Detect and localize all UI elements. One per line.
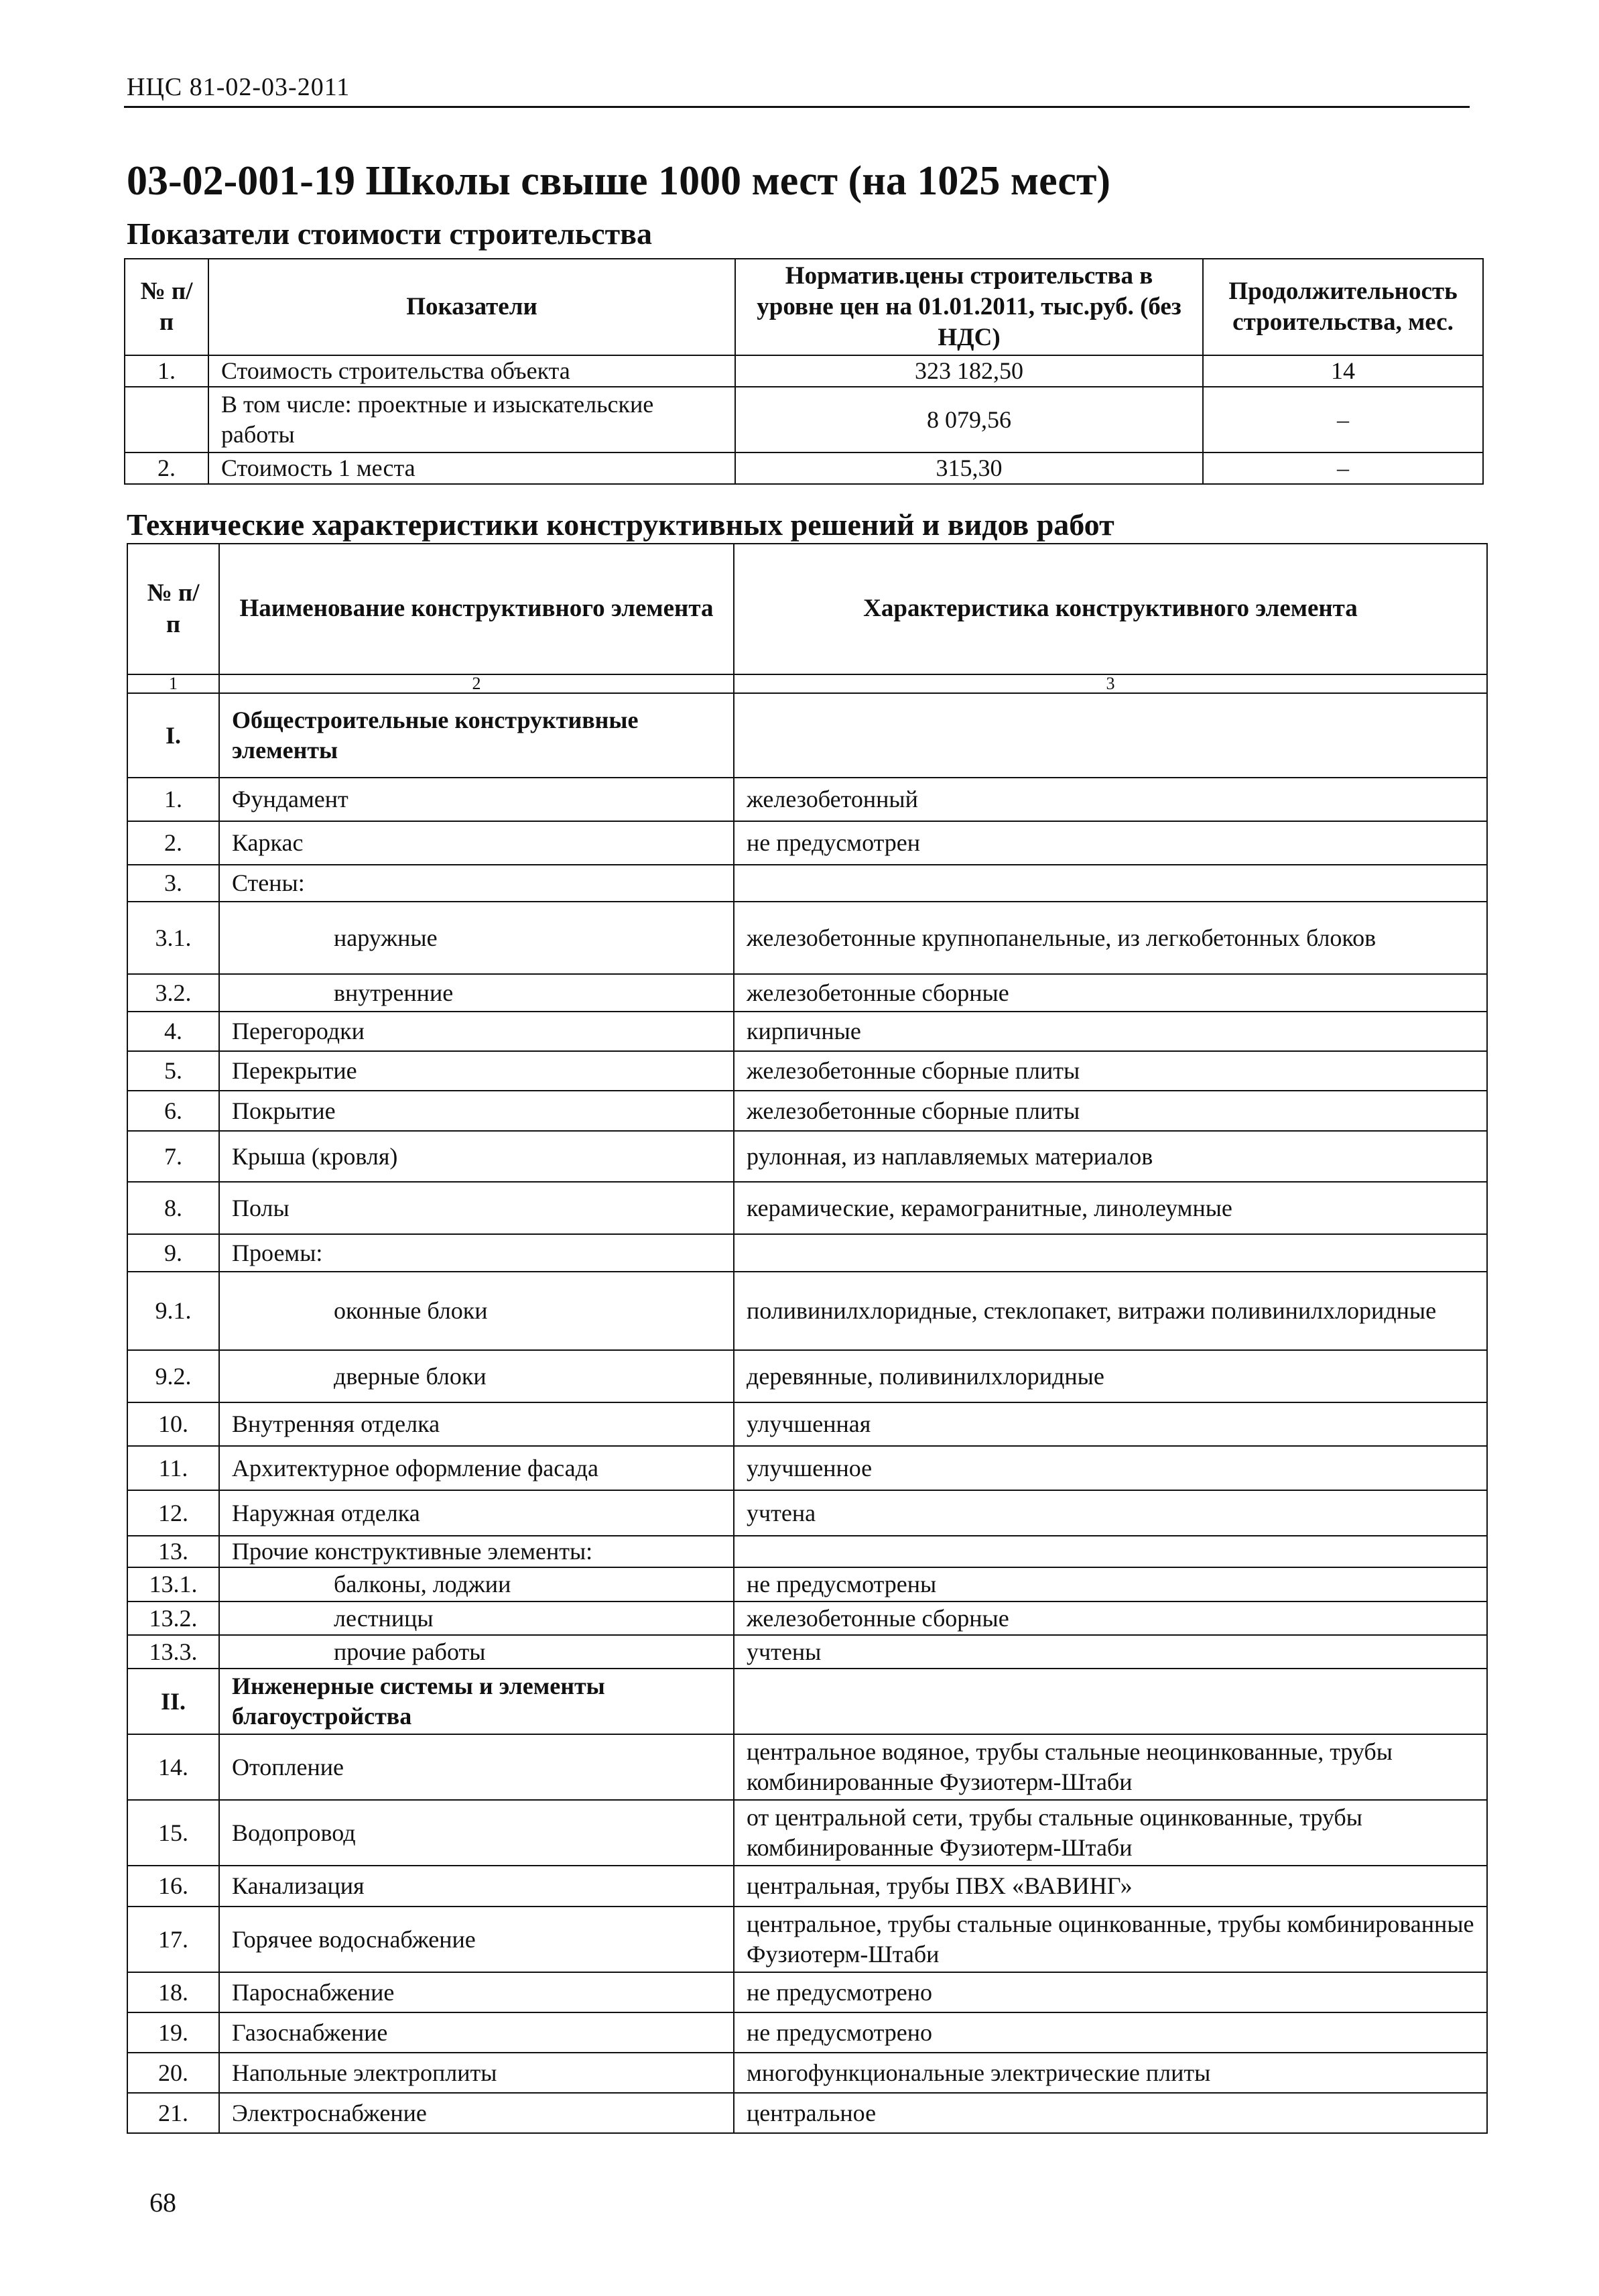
row-num: 7. [127, 1131, 219, 1182]
tech-row [127, 2053, 1487, 2093]
column-number: 2 [219, 674, 734, 693]
row-num: 13. [127, 1536, 219, 1567]
row-value: железобетонные сборные [734, 974, 1487, 1012]
row-num: 11. [127, 1446, 219, 1490]
header-name: Наименование конструктивного элемента [219, 544, 734, 674]
cost-row-num [125, 387, 208, 452]
row-name: дверные блоки [219, 1350, 734, 1402]
row-value [734, 1536, 1487, 1567]
cost-row-price: 323 182,50 [735, 355, 1203, 387]
tech-table-header [127, 544, 1487, 674]
row-name: Прочие конструктивные элементы: [219, 1536, 734, 1567]
header-indicator: Показатели [208, 259, 735, 355]
tech-row [127, 1402, 1487, 1446]
row-value: центральное, трубы стальные оцинкованные, трубы комбинированные Фузиотерм-Штаби [734, 1907, 1487, 1972]
row-name: Горячее водоснабжение [219, 1907, 734, 1972]
row-num: 2. [127, 821, 219, 865]
row-value: центральное [734, 2093, 1487, 2133]
row-num: 10. [127, 1402, 219, 1446]
header-num: № п/п [127, 544, 219, 674]
row-name: балконы, лоджии [219, 1567, 734, 1602]
header-characteristic: Характеристика конструктивного элемента [734, 544, 1487, 674]
tech-row [127, 1972, 1487, 2012]
tech-row [127, 1131, 1487, 1182]
row-name: оконные блоки [219, 1272, 734, 1350]
cost-table [124, 258, 1484, 485]
cost-table-header [125, 259, 1483, 355]
row-name: Покрытие [219, 1091, 734, 1131]
tech-row [127, 1446, 1487, 1490]
row-name: Электроснабжение [219, 2093, 734, 2133]
row-num: 15. [127, 1800, 219, 1866]
tech-row [127, 1602, 1487, 1635]
cost-row-duration: – [1203, 452, 1483, 484]
row-value: не предусмотрен [734, 821, 1487, 865]
tech-row [127, 865, 1487, 902]
tech-table [127, 543, 1488, 2134]
row-name: Внутренняя отделка [219, 1402, 734, 1446]
row-name: Перекрытие [219, 1051, 734, 1091]
tech-row [127, 1051, 1487, 1091]
tech-row [127, 1091, 1487, 1131]
row-value: учтена [734, 1490, 1487, 1536]
tech-row [127, 1800, 1487, 1866]
tech-row [127, 778, 1487, 821]
cost-row-indicator: В том числе: проектные и изыскательские работы [208, 387, 735, 452]
row-name: Фундамент [219, 778, 734, 821]
row-num: 9.2. [127, 1350, 219, 1402]
cost-row-num: 2. [125, 452, 208, 484]
row-num: 6. [127, 1091, 219, 1131]
row-num: 20. [127, 2053, 219, 2093]
tech-row [127, 1234, 1487, 1272]
row-num: 18. [127, 1972, 219, 2012]
row-name: Наружная отделка [219, 1490, 734, 1536]
tech-section-heading: Технические характеристики конструктивных решений и видов работ [127, 507, 1114, 542]
tech-section-row [127, 1669, 1487, 1734]
row-value: от центральной сети, трубы стальные оцинкованные, трубы комбинированные Фузиотерм-Штаби [734, 1800, 1487, 1866]
row-value: поливинилхлоридные, стеклопакет, витражи поливинилхлоридные [734, 1272, 1487, 1350]
row-num: 14. [127, 1734, 219, 1800]
row-name: Канализация [219, 1866, 734, 1907]
row-value: многофункциональные электрические плиты [734, 2053, 1487, 2093]
cost-row-duration: 14 [1203, 355, 1483, 387]
tech-row [127, 1866, 1487, 1907]
row-num: 13.3. [127, 1635, 219, 1669]
row-name: внутренние [219, 974, 734, 1012]
row-name: лестницы [219, 1602, 734, 1635]
row-num: 19. [127, 2012, 219, 2053]
row-num: 17. [127, 1907, 219, 1972]
row-value: железобетонные крупнопанельные, из легкобетонных блоков [734, 902, 1487, 974]
row-value: железобетонные сборные [734, 1602, 1487, 1635]
row-num: II. [127, 1669, 219, 1734]
row-num: 3. [127, 865, 219, 902]
row-value: железобетонные сборные плиты [734, 1051, 1487, 1091]
row-num: 5. [127, 1051, 219, 1091]
document-code: НЦС 81-02-03-2011 [127, 73, 350, 101]
column-number: 3 [734, 674, 1487, 693]
row-name: Проемы: [219, 1234, 734, 1272]
cost-row [125, 452, 1483, 484]
row-name: Газоснабжение [219, 2012, 734, 2053]
row-num: 13.2. [127, 1602, 219, 1635]
row-name: Перегородки [219, 1012, 734, 1051]
tech-row [127, 1734, 1487, 1800]
header-num: № п/п [125, 259, 208, 355]
tech-row [127, 974, 1487, 1012]
cost-row-indicator: Стоимость строительства объекта [208, 355, 735, 387]
row-value: керамические, керамогранитные, линолеумные [734, 1182, 1487, 1234]
row-num: 9. [127, 1234, 219, 1272]
tech-row [127, 821, 1487, 865]
header-rule [124, 106, 1470, 108]
row-value [734, 1234, 1487, 1272]
row-value: улучшенная [734, 1402, 1487, 1446]
row-value: рулонная, из наплавляемых материалов [734, 1131, 1487, 1182]
row-name: Общестроительные конструктивные элементы [219, 693, 734, 778]
cost-row-indicator: Стоимость 1 места [208, 452, 735, 484]
row-value [734, 693, 1487, 778]
row-num: 9.1. [127, 1272, 219, 1350]
tech-row [127, 1635, 1487, 1669]
page-number: 68 [149, 2187, 176, 2218]
row-value: улучшенное [734, 1446, 1487, 1490]
cost-section-heading: Показатели стоимости строительства [127, 217, 653, 251]
row-num: 4. [127, 1012, 219, 1051]
tech-row [127, 2093, 1487, 2133]
row-num: I. [127, 693, 219, 778]
row-num: 21. [127, 2093, 219, 2133]
row-name: Водопровод [219, 1800, 734, 1866]
row-name: прочие работы [219, 1635, 734, 1669]
cost-row-price: 8 079,56 [735, 387, 1203, 452]
column-numbers-row [127, 674, 1487, 693]
row-value: железобетонный [734, 778, 1487, 821]
row-value: не предусмотрены [734, 1567, 1487, 1602]
tech-row [127, 1272, 1487, 1350]
row-value [734, 1669, 1487, 1734]
row-num: 12. [127, 1490, 219, 1536]
column-number: 1 [127, 674, 219, 693]
row-value: центральная, трубы ПВХ «ВАВИНГ» [734, 1866, 1487, 1907]
tech-section-row [127, 693, 1487, 778]
row-value [734, 865, 1487, 902]
cost-row-duration: – [1203, 387, 1483, 452]
cost-row-num: 1. [125, 355, 208, 387]
row-num: 8. [127, 1182, 219, 1234]
row-name: наружные [219, 902, 734, 974]
row-name: Отопление [219, 1734, 734, 1800]
tech-row [127, 1907, 1487, 1972]
row-value: учтены [734, 1635, 1487, 1669]
row-value: центральное водяное, трубы стальные неоцинкованные, трубы комбинированные Фузиотерм-Штаби [734, 1734, 1487, 1800]
row-num: 13.1. [127, 1567, 219, 1602]
row-value: железобетонные сборные плиты [734, 1091, 1487, 1131]
row-name: Пароснабжение [219, 1972, 734, 2012]
row-num: 16. [127, 1866, 219, 1907]
row-name: Полы [219, 1182, 734, 1234]
tech-row [127, 1350, 1487, 1402]
cost-row [125, 355, 1483, 387]
tech-row [127, 1567, 1487, 1602]
page-title: 03-02-001-19 Школы свыше 1000 мест (на 1025 мест) [127, 158, 1111, 204]
tech-row [127, 1536, 1487, 1567]
row-value: кирпичные [734, 1012, 1487, 1051]
row-value: не предусмотрено [734, 2012, 1487, 2053]
header-duration: Продолжительность строительства, мес. [1203, 259, 1483, 355]
row-name: Архитектурное оформление фасада [219, 1446, 734, 1490]
row-name: Каркас [219, 821, 734, 865]
tech-row [127, 902, 1487, 974]
row-num: 3.1. [127, 902, 219, 974]
tech-row [127, 1012, 1487, 1051]
row-value: не предусмотрено [734, 1972, 1487, 2012]
row-name: Инженерные системы и элементы благоустройства [219, 1669, 734, 1734]
tech-row [127, 2012, 1487, 2053]
cost-row [125, 387, 1483, 452]
cost-row-price: 315,30 [735, 452, 1203, 484]
row-name: Напольные электроплиты [219, 2053, 734, 2093]
tech-row [127, 1490, 1487, 1536]
row-value: деревянные, поливинилхлоридные [734, 1350, 1487, 1402]
row-num: 3.2. [127, 974, 219, 1012]
tech-row [127, 1182, 1487, 1234]
row-name: Крыша (кровля) [219, 1131, 734, 1182]
row-name: Стены: [219, 865, 734, 902]
row-num: 1. [127, 778, 219, 821]
header-price: Норматив.цены строительства в уровне цен на 01.01.2011, тыс.руб. (без НДС) [735, 259, 1203, 355]
